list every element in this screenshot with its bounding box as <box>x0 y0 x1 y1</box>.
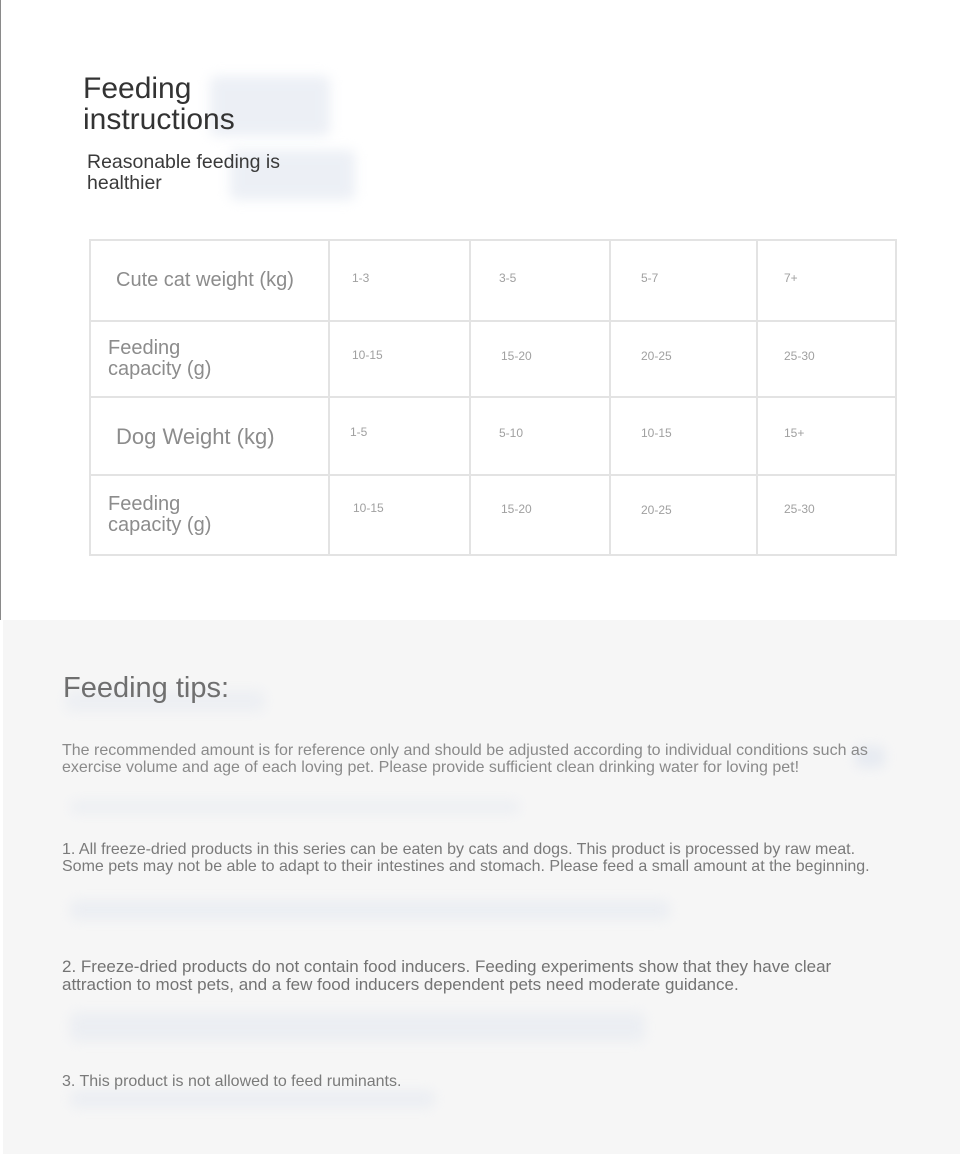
table-row <box>90 321 896 397</box>
table-cell: 15-20 <box>470 321 610 397</box>
table-cell: 25-30 <box>757 475 896 555</box>
page-title: Feeding instructions <box>83 72 235 136</box>
watermark-smudge <box>70 1012 645 1042</box>
tip-item: 2. Freeze-dried products do not contain food inducers. Feeding experiments show that they have clear attraction to most pets, and a few food inducers dependent pets need moderate guidance. <box>62 957 832 994</box>
table-cell: 1-5 <box>329 397 470 475</box>
table-cell: 15+ <box>757 397 896 475</box>
table-cell: 20-25 <box>610 321 757 397</box>
row-label: Dog Weight (kg) <box>90 397 329 475</box>
table-cell: 7+ <box>757 240 896 321</box>
table-row <box>90 240 896 321</box>
table-cell: 5-7 <box>610 240 757 321</box>
tips-intro: The recommended amount is for reference only and should be adjusted according to individual conditions such as exercise volume and age of each loving pet. Please provide sufficient clean drinking water for loving pet! <box>62 742 868 776</box>
table-row <box>90 397 896 475</box>
page-subtitle: Reasonable feeding is healthier <box>87 151 280 194</box>
feeding-table <box>89 239 897 556</box>
table-cell: 20-25 <box>610 475 757 555</box>
table-cell: 1-3 <box>329 240 470 321</box>
table-cell: 10-15 <box>329 321 470 397</box>
watermark-smudge <box>70 1090 435 1108</box>
tip-item: 1. All freeze-dried products in this series can be eaten by cats and dogs. This product is processed by raw meat. Some pets may not be able to adapt to their intestines and stomach. Please feed a small amount at the beginning. <box>62 841 870 875</box>
row-label: Feeding capacity (g) <box>90 475 329 555</box>
tip-item: 3. This product is not allowed to feed ruminants. <box>62 1073 402 1090</box>
watermark-smudge <box>70 900 670 920</box>
row-label: Feeding capacity (g) <box>90 321 329 397</box>
tips-title: Feeding tips: <box>63 672 230 704</box>
table-cell: 25-30 <box>757 321 896 397</box>
watermark-smudge <box>70 800 520 814</box>
table-cell: 3-5 <box>470 240 610 321</box>
page-edge-line <box>0 0 1 620</box>
table-cell: 10-15 <box>610 397 757 475</box>
table-row <box>90 475 896 555</box>
table-cell: 5-10 <box>470 397 610 475</box>
table-cell: 10-15 <box>329 475 470 555</box>
row-label: Cute cat weight (kg) <box>90 240 329 321</box>
table-cell: 15-20 <box>470 475 610 555</box>
